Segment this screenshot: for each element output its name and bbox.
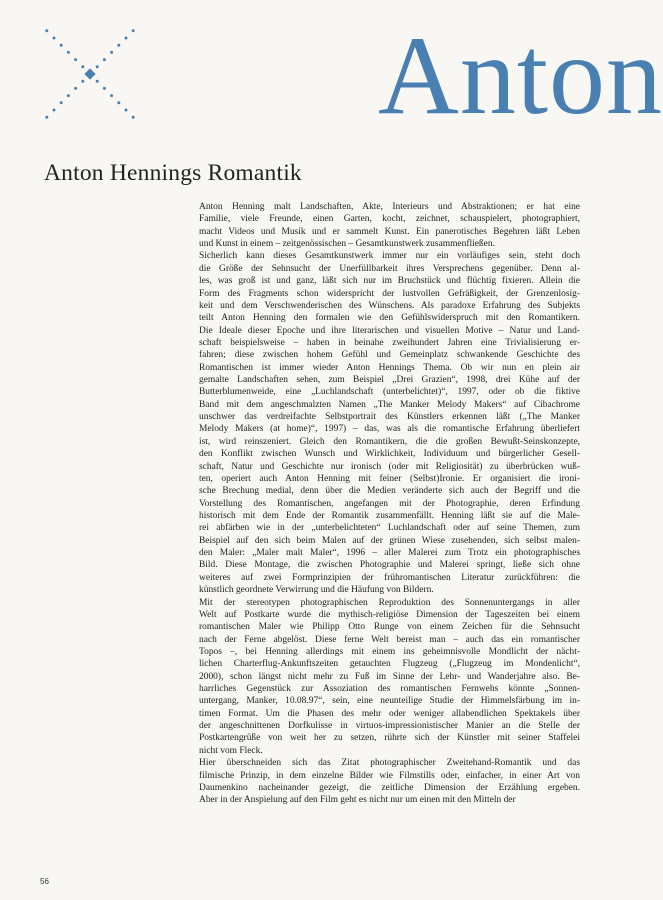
ornament-dot [81, 65, 84, 68]
text-line: gemalte Landschaften sehen, zum Beispiel „Drei Grazien“, 1998, drei Kühe auf der [199, 375, 580, 386]
text-line: historisch mit dem Ende der Romantik zusammenfällt. Henning läßt sie auf die Male- [199, 510, 580, 521]
ornament-dot [81, 80, 84, 83]
text-line: Postkartengrüße von weit her zu setzen, rührte sich der Künstler mit seiner Staffelei [199, 733, 580, 744]
text-line: Topos –, bei Henning allerdings mit einem ins geheimnisvolle Mondlicht der nächt- [199, 646, 580, 657]
ornament-dot [117, 101, 120, 104]
text-line: Die Ideale dieser Epoche und ihre literarischen und visuellen Motive – Natur und Land- [199, 325, 580, 336]
text-line: romantischen Maler wie Philipp Otto Runge von einem Zeichen für die Sehnsucht [199, 622, 580, 633]
body-paragraph [187, 597, 580, 758]
ornament-dot [45, 29, 48, 32]
text-line: Anton Henning malt Landschaften, Akte, Interieurs und Abstraktionen; er hat eine [199, 202, 580, 212]
ornament-dot [74, 87, 77, 90]
ornament-dot [132, 116, 135, 119]
text-line: Welt auf Postkarte wurde die mythisch-religiöse Dimension der Tageszeiten bei einem [199, 609, 580, 620]
ornament-dot [67, 94, 70, 97]
article-title: Anton Hennings Romantik [44, 160, 302, 186]
ornament-dot [110, 94, 113, 97]
ornament-dot [117, 44, 120, 47]
ornament-dot [110, 51, 113, 54]
text-line: Melody Makers (at home)“, 1997) – das, was als die romantische Erfahrung überliefert [199, 424, 580, 435]
text-line: harrliches Gegenstück zur Assoziation des romantischen Fernwehs könnte „Sonnen- [199, 684, 580, 695]
ornament-dot [103, 87, 106, 90]
ornament-dot [125, 109, 128, 112]
ornament-dot [60, 44, 63, 47]
dotted-x-ornament-icon [38, 22, 142, 126]
text-line: timen Format. Um die Phasen des mehr oder weniger allabendlichen Spektakels über [199, 708, 580, 719]
body-paragraph [187, 201, 580, 250]
ornament-dot [53, 37, 56, 40]
text-line: Hier überschneiden sich das Zitat photographischer Zweitehand-Romantik und das [199, 758, 580, 769]
ornament-dot [45, 116, 48, 119]
ornament-dot [132, 29, 135, 32]
text-line: Form des Fragments schon widerspricht der lustvollen Gefräßigkeit, der Grenzenlosig- [199, 288, 580, 299]
text-line: macht Videos und Musik und er sammelt Kunst. Ein panerotisches Begehren läßt Leben [199, 226, 580, 237]
ornament-dot [67, 51, 70, 54]
text-line: les, was groß ist und ganz, läßt sich nur im Bruchstück und flüchtig fixieren. Allein die [199, 276, 580, 287]
text-line: die Größe der Sehnsucht der Unerfüllbarkeit ihres Versprechens gegenüber. Denn al- [199, 263, 580, 274]
header-title: Anton [378, 14, 663, 138]
text-line: schaft, Natur und Geschichte nur ironisch (oder mit Religiosität) zu überbrücken wuß- [199, 461, 580, 472]
text-line: Romantischen ist immer wieder Anton Hennings Thema. Ob wir nun en plein air [199, 362, 580, 373]
text-line: filmische Prinzip, in dem einzelne Bilder wie Filmstills oder, einfacher, in einer Art von [199, 770, 580, 781]
text-line: künstlich geordnete Verwirrung und die Häufung von Bildern. [199, 585, 434, 596]
text-line: der angeschnittenen Dorfkulisse in virtuos-impressionistischer Manier an die Stelle der [199, 721, 580, 732]
text-line: teilt Anton Henning den formalen wie den Gefühlswiderspruch mit den Romantikern. [199, 313, 580, 324]
page-number: 56 [40, 877, 49, 886]
text-line: Beispiel auf den sich beim Malen auf der grünen Wiese zusehenden, sich selbst malen- [199, 535, 580, 546]
text-line: lichen Charterflug-Ankunftszeiten getauchten Flugzeug („Flugzeug im Mondenlicht“, [199, 659, 580, 670]
text-line: nicht vom Fleck. [199, 745, 263, 756]
text-line: den Maler: „Maler malt Maler“, 1996 – aller Malerei zum Trotz ein photographisches [199, 548, 580, 559]
ornament-dot [125, 37, 128, 40]
ornament-center-diamond [84, 68, 95, 79]
ornament-dot [96, 65, 99, 68]
text-line: sche Brechung medial, denn über die Medien veränderte sich auch der Begriff und die [199, 486, 580, 497]
body-paragraph [187, 757, 580, 806]
text-line: ist, wird reinszeniert. Gleich den Romantikern, die die großen Bewußt-Seinskonzepte, [199, 436, 580, 447]
text-line: rei abfärben wie in der „unterbelichteten“ Luchlandschaft oder auf seine Themen, zum [199, 523, 580, 534]
text-line: keit und dem Verschwenderischen des Wünschens. Als paradoxe Erfahrung des Subjekts [199, 300, 580, 311]
text-line: Butterblumenweide, eine „Luchlandschaft (unterbelichtet)“, 1997, oder ob die fiktive [199, 387, 580, 398]
text-line: Sicherlich kann dieses Gesamtkunstwerk immer nur ein vorläufiges sein, steht doch [199, 251, 580, 262]
article-body [187, 201, 580, 807]
text-line: Mit der stereotypen photographischen Reproduktion des Sonnenuntergangs in aller [199, 597, 580, 608]
text-line: Daumenkino nacheinander gezeigt, die zeitliche Dimension der Erzählung ergeben. [199, 782, 580, 793]
text-line: schaft beispielsweise – haben in beinahe zweihundert Jahren eine Trivialisierung er- [199, 337, 580, 348]
text-line: ten, operiert auch Anton Henning mit feiner (Selbst)Ironie. Er organisiert die ironi- [199, 473, 580, 484]
text-line: und Kunst in einem – zeitgenössischen – Gesamtkunstwerk zusammenfließen. [199, 239, 495, 250]
text-line: Vorstellung des Romantischen, angefangen mit der Photographie, deren Erfindung [199, 498, 580, 509]
text-line: nach der Ferne abgelöst. Diese ferne Welt bereist man – auch das ein romantischer [199, 634, 580, 645]
ornament-dot [96, 80, 99, 83]
text-line: Band mit dem angeschmalzten Namen „The Manker Melody Makers“ auf Cibachrome [199, 399, 580, 410]
body-paragraph [187, 250, 580, 596]
text-line: untergang, Manker, 10.08.97“, sein, eine neunteilige Studie der Himmelsfärbung im in- [199, 696, 580, 707]
text-line: den Konflikt zwischen Wunsch und Wirklichkeit, Individuum und bürgerlicher Gesell- [199, 449, 580, 460]
ornament-dot [60, 101, 63, 104]
text-line: fahren; diese zwischen hohem Gefühl und Gemeinplatz schwankende Geschichte des [199, 350, 580, 361]
text-line: 2000), schon längst nicht mehr zu Fuß im Sinne der Lehr- und Wanderjahre also. Be- [199, 671, 580, 682]
ornament-dot [53, 109, 56, 112]
text-line: Bild. Diese Montage, die zwischen Photographie und Malerei springt, ließe sich ohne [199, 560, 580, 571]
text-line: Aber in der Anspielung auf den Film geht es nicht nur um einen mit den Mitteln der [199, 795, 516, 806]
text-line: unschwer das verdreifachte Selbstportrait des Künstlers erkennen läßt („The Manker [199, 412, 580, 423]
text-line: Familie, viele Freunde, einen Garten, kocht, zeichnet, schauspielert, photographiert, [199, 214, 580, 225]
ornament-dot [74, 58, 77, 61]
text-line: weiteres auf zwei Formprinzipien der frühromantischen Literatur zurückführen: die [199, 572, 580, 583]
ornament-dot [103, 58, 106, 61]
